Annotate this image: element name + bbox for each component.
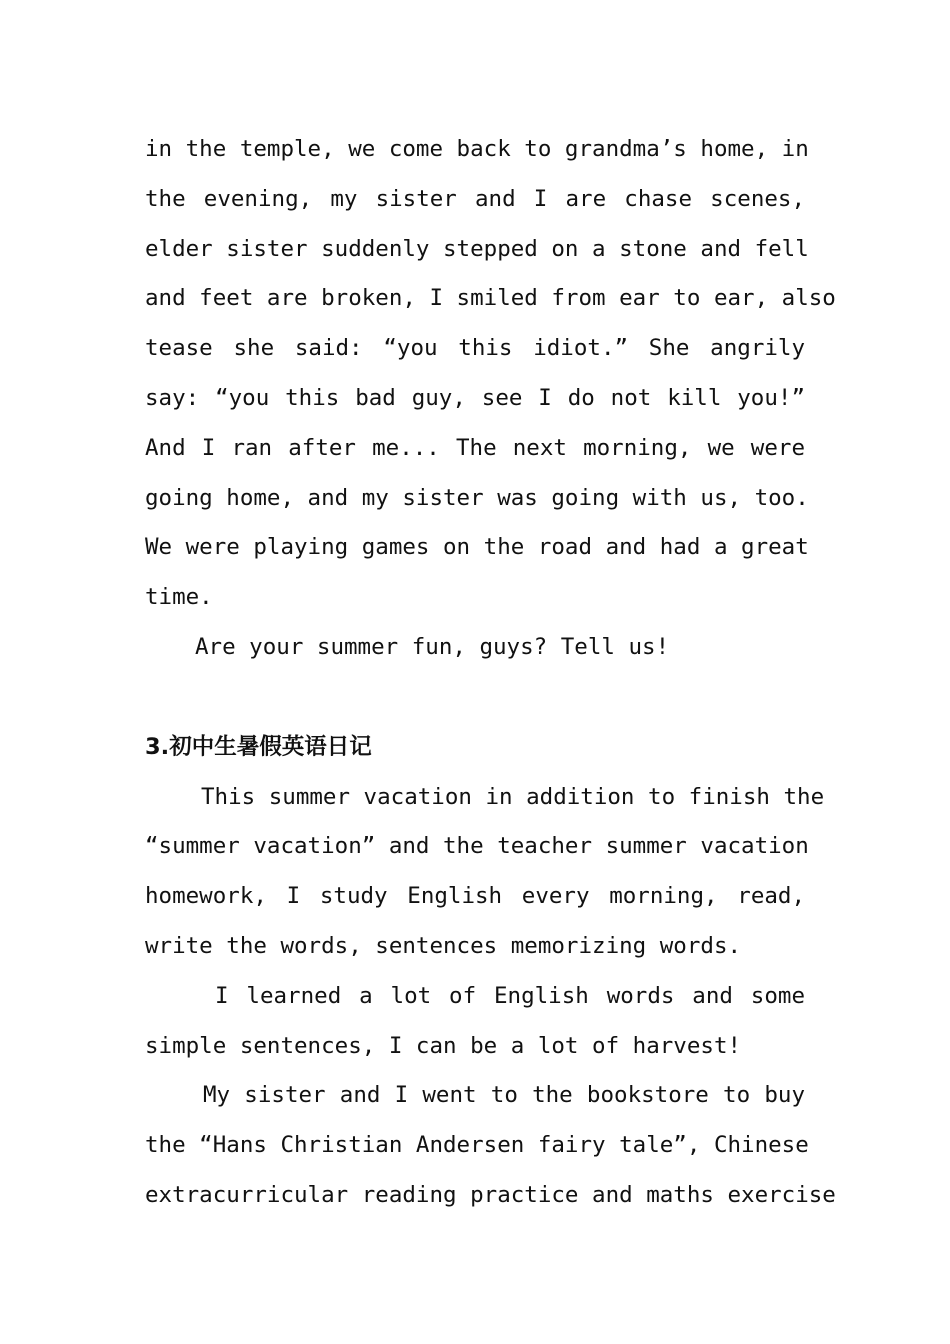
text-line: tease she said: “you this idiot.” She angrily bbox=[145, 335, 805, 362]
paragraph-question bbox=[145, 623, 805, 673]
paragraph-learned-words bbox=[145, 972, 805, 1072]
text-line: the evening, my sister and I are chase scenes, bbox=[145, 185, 805, 212]
text-line: homework, I study English every morning, read, bbox=[145, 883, 805, 910]
text-line: We were playing games on the road and had a great bbox=[145, 534, 809, 561]
text-line: and feet are broken, I smiled from ear to ear, also bbox=[145, 285, 836, 312]
text-line: elder sister suddenly stepped on a stone and fell bbox=[145, 235, 809, 262]
paragraph-summer-vacation bbox=[145, 773, 825, 972]
paragraph-bookstore bbox=[145, 1071, 836, 1220]
text-line: time. bbox=[145, 584, 213, 611]
text-line: Are your summer fun, guys? Tell us! bbox=[195, 633, 670, 660]
text-line: This summer vacation in addition to finish the bbox=[201, 783, 825, 810]
text-line: extracurricular reading practice and maths exercise bbox=[145, 1181, 836, 1208]
text-line: “summer vacation” and the teacher summer vacation bbox=[145, 833, 809, 860]
text-line: And I ran after me... The next morning, we were bbox=[145, 434, 805, 461]
text-line: in the temple, we come back to grandma’s home, in bbox=[145, 136, 809, 162]
text-line: write the words, sentences memorizing words. bbox=[145, 932, 742, 959]
text-line: the “Hans Christian Andersen fairy tale”, Chinese bbox=[145, 1132, 809, 1159]
text-line: simple sentences, I can be a lot of harvest! bbox=[145, 1032, 742, 1059]
text-line: say: “you this bad guy, see I do not kill you!” bbox=[145, 384, 805, 411]
text-line: I learned a lot of English words and some bbox=[215, 982, 805, 1009]
text-line: My sister and I went to the bookstore to buy bbox=[203, 1082, 805, 1109]
text-line: going home, and my sister was going with us, too. bbox=[145, 484, 809, 511]
document-page bbox=[145, 125, 836, 1221]
paragraph-temple-story bbox=[145, 125, 836, 623]
section-heading: 3.初中生暑假英语日记 bbox=[145, 733, 372, 760]
